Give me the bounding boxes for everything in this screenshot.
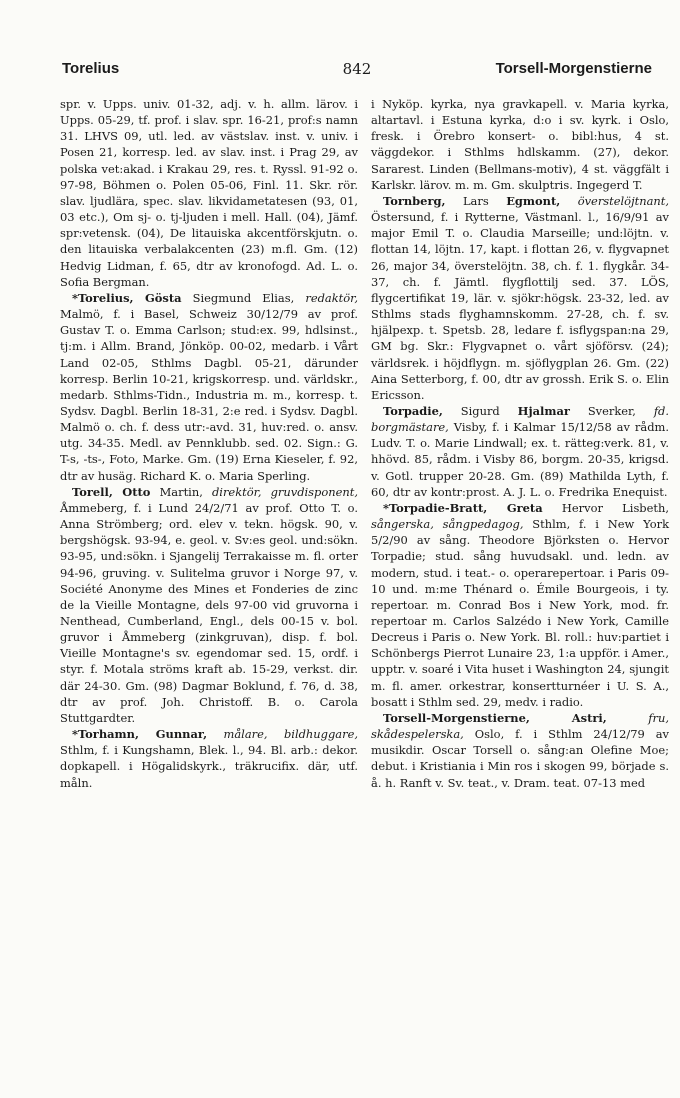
entry-headword: Torsell-Morgenstierne, Astri, bbox=[383, 710, 607, 725]
entry-torell-otto bbox=[60, 484, 358, 726]
entry-call-name: Egmont, bbox=[506, 193, 561, 208]
entry-given-names: Sigurd bbox=[460, 403, 500, 418]
entry-headword: *Torelius, Gösta bbox=[72, 290, 182, 305]
right-column bbox=[371, 96, 669, 791]
entry-given-names: Lars bbox=[462, 193, 489, 208]
entry-title: fru, skådespelerska, bbox=[371, 710, 669, 742]
entry-call-name: Hjalmar bbox=[517, 403, 570, 418]
page-header bbox=[62, 60, 652, 84]
entry-text: Östersund, f. i Rytterne, Västmanl. l., 16/9/91 av major Emil T. o. Claudia Marseille; und:löjtn. v. flottan 14, löjtn. 17, kapt. i flottan 26, v. flygvapnet 26, major 34, överstelöjtn. 38, ch. f. 1. flygkår. 34-37, ch. f. Jämtl. flygflottilj sed. 37. LÖS, flygcertifikat 19, lär. v. sjökr:högsk. 23-32, led. av Sthlms stads flyghamnskomm. 27-28, ch. f. sv. hjälpexp. t. Spetsb. 28, ledare f. isflygspan:na 29, GM bg. Skr.: Flygvapnet o. vårt sjöförsv. (24); världsrek. i höjdflygn. m. sjöflygplan 26. Gm. (22) Aina Setterborg, f. 00, dtr av grossh. Erik S. o. Elin Ericsson. bbox=[371, 210, 669, 402]
header-left-headword: Torelius bbox=[62, 60, 120, 77]
entry-title: målare, bildhuggare, bbox=[223, 727, 358, 742]
entry-title: fd. borgmästare, bbox=[371, 403, 670, 435]
entry-given-names: Martin, bbox=[159, 484, 203, 499]
page-number: 842 bbox=[342, 60, 372, 78]
entry-headword: *Torpadie-Bratt, Greta bbox=[383, 500, 543, 515]
entry-torpadie-bratt-greta bbox=[371, 500, 669, 710]
entry-given-names-2: Sverker, bbox=[587, 403, 636, 418]
entry-headword: Tornberg, bbox=[383, 193, 446, 208]
entry-title: sångerska, sångpedagog, bbox=[371, 517, 524, 532]
left-column bbox=[60, 96, 358, 791]
entry-headword: Torell, Otto bbox=[72, 484, 151, 499]
entry-torsell-morgenstierne-astri bbox=[371, 710, 669, 791]
entry-title: redaktör, bbox=[305, 290, 359, 305]
entry-headword: *Torhamn, Gunnar, bbox=[72, 727, 208, 742]
entry-continuation bbox=[60, 96, 358, 290]
entry-text: Malmö, f. i Basel, Schweiz 30/12/79 av prof. Gustav T. o. Emma Carlson; stud:ex. 99, hdlsinst., tj:m. i Allm. Brand, Jönköp. 00-02, medarb. i Vårt Land 02-05, Sthlms Dagbl. 05-21, därunder korresp. Berlin 10-21, krigskorresp. und. världskr., medarb. Sthlms-Tidn., Industria m. m., korresp. t. Sydsv. Dagbl. Berlin 18-31, 2:e red. i Sydsv. Dagbl. Malmö o. ch. f. dess utr:-avd. 31, huv:red. o. ansv. utg. 34-35. Medl. av Pennklubb. sed. 02. Sign.: G. T-s, -ts-, Foto, Marke. Gm. (19) Erna Kieseler, f. 92, dtr av husäg. Richard K. o. Maria Sperling. bbox=[60, 307, 358, 483]
entry-text: i Nyköp. kyrka, nya gravkapell. v. Maria kyrka, altartavl. i Estuna kyrka, d:o i sv. kyrk. i Oslo, fresk. i Örebro konsert- o. bibl:hus, 4 st. väggdekor. i Sthlms hdlskamm. (27), dekor. Sararest. Linden (Bellmans-motiv), 4 st. väggfält i Karlskr. lärov. m. m. Gm. skulptris. Ingegerd T. bbox=[371, 97, 669, 192]
entry-torelius-gosta bbox=[60, 290, 358, 484]
entry-text: spr. v. Upps. univ. 01-32, adj. v. h. allm. lärov. i Upps. 05-29, tf. prof. i slav. spr. 16-21, prof:s namn 31. LHVS 09, utl. led. av västslav. inst. v. univ. i Posen 21, korresp. led. av slav. inst. i Prag 29, av polska vet:akad. i Krakau 29, res. t. Ryssl. 91-92 o. 97-98, Böhmen o. Polen 05-06, Finl. 11. Skr. rör. slav. ljudlära, spec. slav. likvidametatesen (93, 01, 03 etc.), Om sj- o. tj-ljuden i mell. Hall. (04), Jämf. spr:vetensk. (04), De litauiska akcentförskjutn. o. den litauiska verbalakcenten (23) m.fl. Gm. (12) Hedvig Lidman, f. 65, dtr av kronofogd. Ad. L. o. Sofia Bergman. bbox=[60, 97, 358, 289]
entry-title: överstelöjtnant, bbox=[577, 193, 669, 208]
entry-text: Åmmeberg, f. i Lund 24/2/71 av prof. Otto T. o. Anna Strömberg; ord. elev v. tekn. högsk. 90, v. bergshögsk. 93-94, e. geol. v. Sv:es geol. und:sökn. 93-95, und:sökn. i Sjangelij Terrakaisse m. fl. orter 94-96, gruving. v. Sulitelma gruvor i Norge 97, v. Société Anonyme des Mines et Fonderies de zinc de la Vieille Montagne, dels 97-00 vid gruvorna i Nenthead, Cumberland, Engl., dels 00-15 v. bol. gruvor i Åmmeberg (zinkgruvan), disp. f. bol. Vieille Montagne's sv. egendomar sed. 15, ordf. i styr. f. Motala ströms kraft ab. 15-29, verkst. dir. där 24-30. Gm. (98) Dagmar Boklund, f. 76, d. 38, dtr av prof. Joh. Christoff. B. o. Carola Stuttgardter. bbox=[60, 500, 358, 725]
header-right-headword: Torsell-Morgenstierne bbox=[495, 60, 652, 77]
entry-headword: Torpadie, bbox=[383, 403, 443, 418]
entry-title: direktör, gruvdisponent, bbox=[211, 484, 358, 499]
entry-text: Oslo, f. i Sthlm 24/12/79 av musikdir. Oscar Torsell o. sång:an Olefine Moe; debut. i Kristiania i Min ros i skogen 99, började s. å. h. Ranft v. Sv. teat., v. Dram. teat. 07-13 med bbox=[371, 727, 669, 790]
entry-text: Sthlm, f. i New York 5/2/90 av sång. Theodore Björksten o. Hervor Torpadie; stud. sång huvudsakl. und. ledn. av modern, stud. i teat.- o. operarepertoar. i Paris 09-10 und. m:me Thénard o. Émile Bourgeois, i ty. repertoar. m. Conrad Bos i New York, mod. fr. repertoar m. Carlos Salzédo i New York, Camille Decreus i Paris o. New York. Bl. roll.: huv:partiet i Schönbergs Pierrot Lunaire 23, 1:a uppför. i Amer., upptr. v. soaré i Vita huset i Washington 24, sjungit m. fl. amer. orkestrar, konsertturnéer i U. S. A., bosatt i Sthlm sed. 29, medv. i radio. bbox=[371, 517, 669, 709]
entry-torhamn-gunnar bbox=[60, 726, 358, 791]
entry-given-names: Siegmund Elias, bbox=[192, 290, 295, 305]
entry-text: Sthlm, f. i Kungshamn, Blek. l., 94. Bl. arb.: dekor. dopkapell. i Högalidskyrk., träkrucifix. där, utf. måln. bbox=[60, 743, 358, 790]
entry-torpadie-sigurd bbox=[371, 403, 669, 500]
entry-text: Visby, f. i Kalmar 15/12/58 av rådm. Ludv. T. o. Marie Lindwall; ex. t. rätteg:verk. 81, v. hhövd. 85, rådm. i Visby 86, borgm. 20-35, krigsd. v. Gotl. trupper 20-28. Gm. (89) Mathilda Lyth, f. 60, dtr av kontr:prost. A. J. L. o. Fredrika Enequist. bbox=[371, 420, 669, 499]
entry-continuation bbox=[371, 96, 669, 193]
entry-tornberg-lars bbox=[371, 193, 669, 403]
entry-given-names: Hervor Lisbeth, bbox=[561, 500, 669, 515]
